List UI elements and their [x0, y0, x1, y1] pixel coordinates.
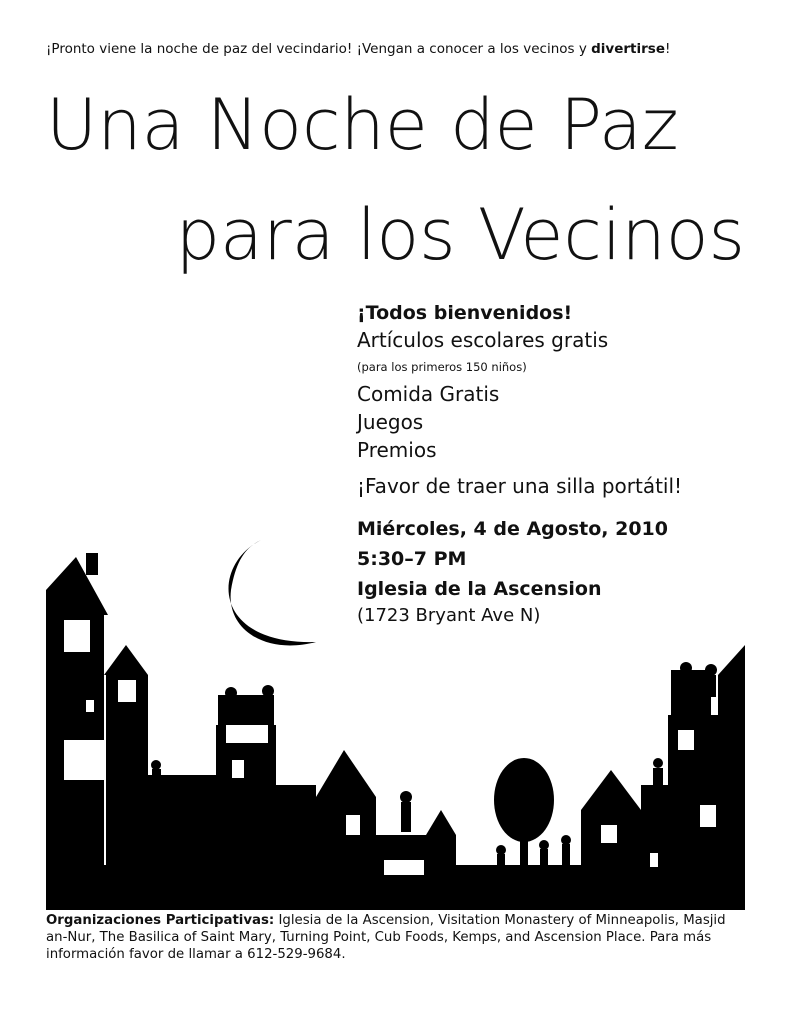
list-item-note: (para los primeros 150 niños) — [357, 360, 527, 374]
tagline — [46, 41, 766, 57]
chair-note: ¡Favor de traer una silla portátil! — [357, 474, 683, 498]
welcome-heading: ¡Todos bienvenidos! — [357, 302, 573, 324]
event-date: Miércoles, 4 de Agosto, 2010 — [357, 518, 668, 540]
title-line-1: Una Noche de Paz — [46, 84, 679, 166]
participating-organizations — [46, 912, 746, 963]
footer-text: Iglesia de la Ascension, Visitation Monastery of Minneapolis, Masjid an-Nur, The Basilica of Saint Mary, Turning Point, Cub Foods, Kemps, and Ascension Place. Para más información favor de llamar a 612-529-9684. — [46, 913, 726, 962]
title-line-2: para los Vecinos — [175, 194, 745, 276]
list-item: Comida Gratis — [357, 382, 500, 406]
list-item: Juegos — [357, 410, 424, 434]
event-time: 5:30–7 PM — [357, 548, 467, 570]
tagline-text: ¡Pronto viene la noche de paz del vecindario! ¡Vengan a conocer a los vecinos y — [46, 41, 592, 57]
list-item: Premios — [357, 438, 437, 462]
list-item: Artículos escolares gratis — [357, 328, 609, 352]
moon-icon — [229, 540, 316, 645]
event-address: (1723 Bryant Ave N) — [357, 605, 541, 626]
neighborhood-silhouette-illustration — [46, 535, 745, 910]
tagline-bold: divertirse — [591, 41, 665, 57]
footer-label: Organizaciones Participativas: — [46, 913, 275, 928]
event-venue: Iglesia de la Ascension — [357, 578, 602, 600]
tagline-end: ! — [664, 41, 671, 57]
